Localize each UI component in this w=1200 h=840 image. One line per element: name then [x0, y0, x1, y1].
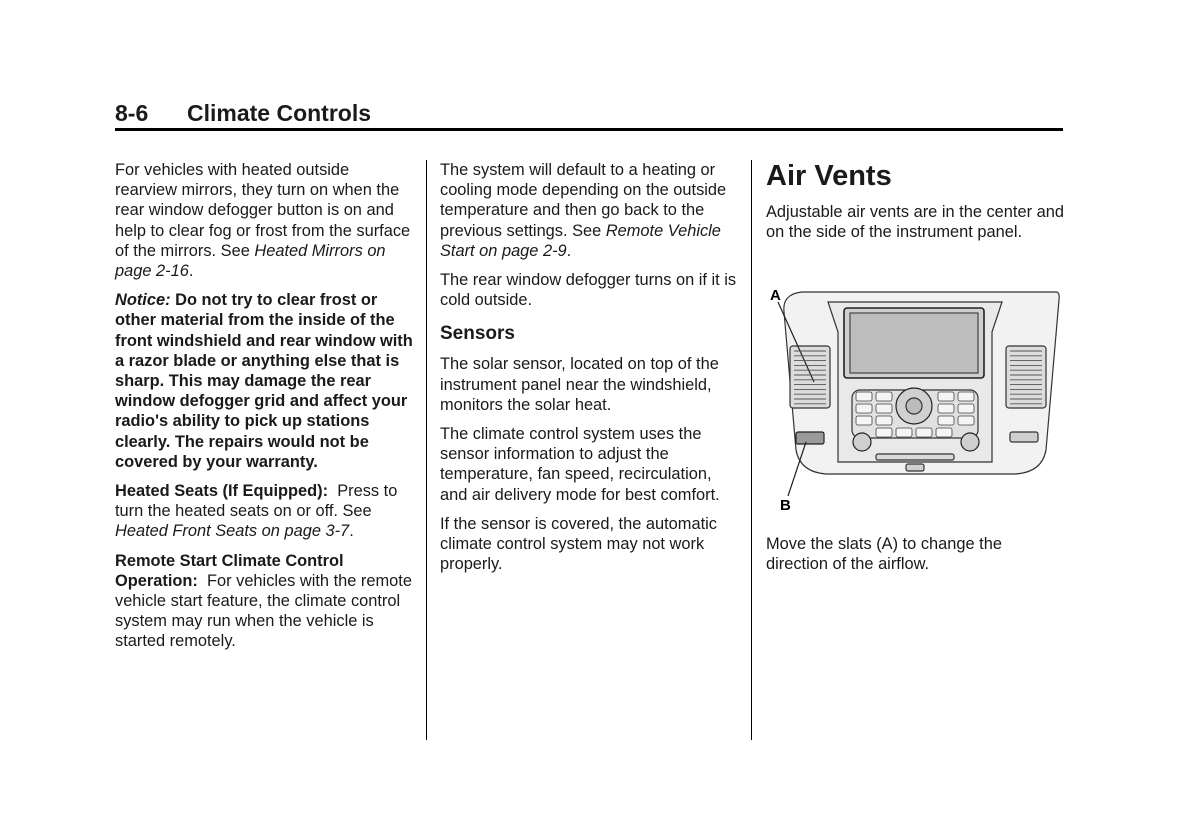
paragraph-text: For vehicles with the remote vehicle start feature, the climate control system may run when the vehicle is started remotely.: [115, 571, 417, 651]
control-button: [958, 404, 974, 413]
heading-sensors: Sensors: [440, 323, 515, 345]
control-button: [958, 392, 974, 401]
column-2: [440, 160, 740, 583]
control-button: [938, 392, 954, 401]
paragraph-text: The system will default to a heating or cooling mode depending on the outside temperature and then go back to the previous settings. See: [440, 161, 727, 240]
punctuation: .: [349, 522, 354, 541]
cross-reference-link[interactable]: Remote Vehicle Start on page 2-9: [440, 221, 721, 260]
punctuation: .: [566, 241, 572, 260]
column-3: [766, 160, 1066, 251]
paragraph-air-vents: Adjustable air vents are in the center and on the side of the instrument panel.: [766, 203, 1064, 242]
paragraph-sensor-info: The climate control system uses the sensor information to adjust the temperature, fan speed, recirculation, and air delivery mode for best comfort.: [440, 425, 720, 504]
control-button: [896, 428, 912, 437]
cross-reference-link[interactable]: Heated Front Seats on page 3-7: [115, 522, 350, 541]
paragraph-text: For vehicles with heated outside rearview mirrors, they turn on when the rear window defogger button is on and help to clear fog or frost from the surface of the mirrors. See: [115, 161, 411, 260]
paragraph-heated-mirrors: [115, 160, 415, 281]
control-button: [876, 392, 892, 401]
paragraph-text: Press to turn the heated seats on or off. See: [115, 482, 402, 521]
column-divider: [751, 160, 752, 740]
figure-caption: Move the slats (A) to change the direction of the airflow.: [766, 535, 1002, 574]
label-a: A: [770, 287, 781, 304]
section-title: Climate Controls: [187, 100, 372, 126]
control-button: [958, 416, 974, 425]
notice-text: Do not try to clear frost or other material from the inside of the front windshield and rear window with a razor blade or anything else that is sharp. This may damage the rear window defogger grid and affect your radio's ability to pick up stations clearly. The repairs would not be covered by your warranty.: [115, 291, 413, 471]
column-divider: [426, 160, 427, 740]
control-button: [856, 416, 872, 425]
page-number: 8-6: [115, 100, 149, 126]
paragraph-defogger: The rear window defogger turns on if it is cold outside.: [440, 271, 737, 310]
control-button: [936, 428, 952, 437]
notice-label: Notice:: [115, 291, 171, 310]
control-button: [938, 416, 954, 425]
column-1: [115, 160, 415, 661]
control-button: [876, 416, 892, 425]
control-button: [876, 428, 892, 437]
control-button: [938, 404, 954, 413]
header-rule: [115, 128, 1063, 131]
remote-start-label: Remote Start Climate Control Operation:: [115, 551, 344, 590]
heated-seats-label: Heated Seats (If Equipped):: [115, 482, 329, 501]
paragraph-sensor-covered: If the sensor is covered, the automatic climate control system may not work properly.: [440, 514, 717, 574]
paragraph-solar-sensor: The solar sensor, located on top of the instrument panel near the windshield, monitors the solar heat.: [440, 355, 719, 414]
notice-paragraph: [115, 290, 415, 472]
cross-reference-link[interactable]: Heated Mirrors on page 2-16: [115, 241, 386, 281]
control-button: [856, 392, 872, 401]
control-button: [876, 404, 892, 413]
label-b: B: [780, 497, 791, 514]
paragraph-default-mode: [440, 160, 740, 261]
paragraph-remote-start: [115, 551, 415, 652]
instrument-panel-illustration: [766, 282, 1066, 514]
heading-air-vents: Air Vents: [766, 160, 892, 192]
control-button: [916, 428, 932, 437]
punctuation: .: [188, 262, 194, 281]
instrument-panel-figure: [766, 282, 1066, 514]
control-button: [856, 404, 872, 413]
paragraph-heated-seats: [115, 481, 415, 542]
